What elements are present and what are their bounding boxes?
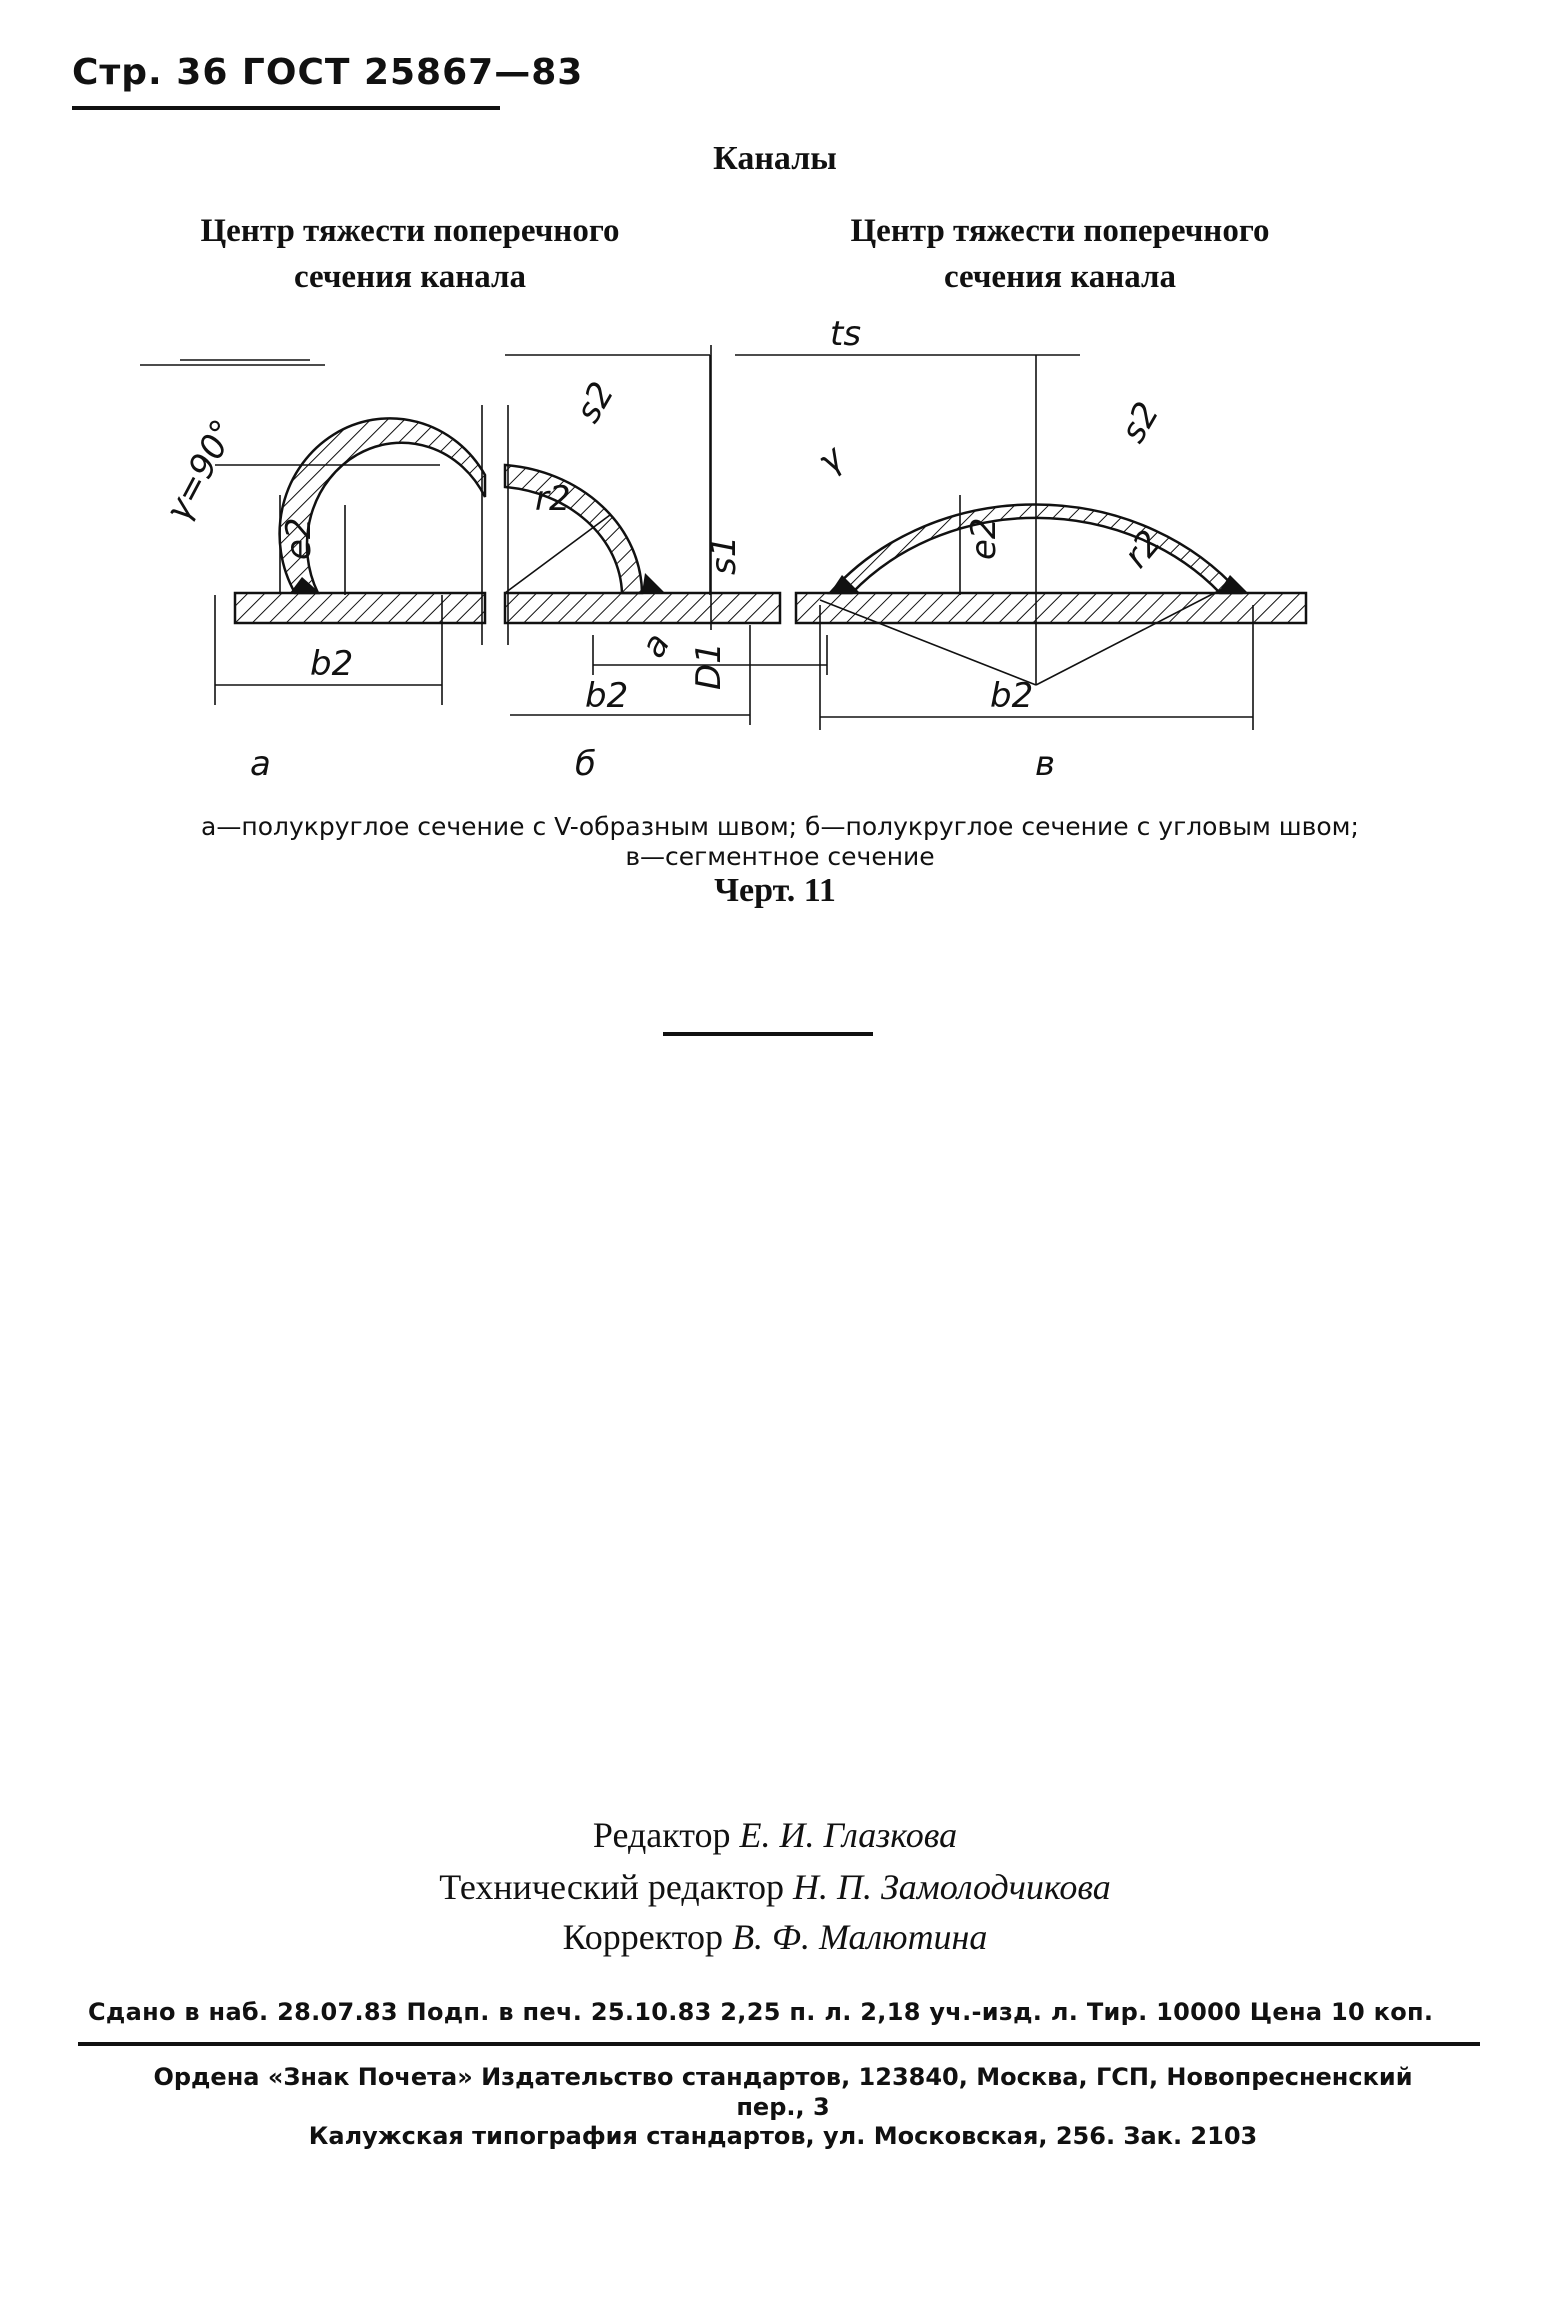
print-info-line: Сдано в наб. 28.07.83 Подп. в печ. 25.10.83 2,25 п. л. 2,18 уч.-изд. л. Тир. 10000 Цена 10 коп. bbox=[88, 1998, 1434, 2026]
label-gamma90: γ=90° bbox=[157, 413, 245, 529]
left-subtitle-line-1: Центр тяжести поперечного bbox=[200, 213, 620, 249]
editor-credit bbox=[0, 1814, 1550, 1856]
publisher-line-1: Ордена «Знак Почета» Издательство стандартов, 123840, Москва, ГСП, Новопресненский bbox=[153, 2063, 1413, 2091]
corrector-name: В. Ф. Малютина bbox=[732, 1917, 988, 1957]
left-subtitle-line-2: сечения канала bbox=[293, 259, 527, 295]
figure-caption bbox=[80, 812, 1480, 872]
label-e2-a: e2 bbox=[279, 517, 319, 560]
label-a: a bbox=[633, 626, 679, 665]
right-subtitle-line-1: Центр тяжести поперечного bbox=[850, 213, 1270, 249]
label-ts: ts bbox=[830, 314, 862, 354]
publisher-info bbox=[88, 2062, 1478, 2122]
plate-b bbox=[505, 593, 780, 623]
caption-line-1: а—полукруглое сечение с V-образным швом; б—полукруглое сечение с угловым швом; bbox=[201, 812, 1359, 841]
shell-a bbox=[280, 418, 485, 593]
corrector-credit bbox=[0, 1916, 1550, 1958]
shell-c bbox=[830, 504, 1240, 593]
page-header: Стр. 36 ГОСТ 25867—83 bbox=[72, 52, 584, 93]
r2-b bbox=[505, 515, 610, 593]
shell-b bbox=[505, 465, 642, 593]
plate-a bbox=[235, 593, 485, 623]
right-subtitle bbox=[780, 208, 1340, 300]
label-e2-c: e2 bbox=[964, 517, 1004, 560]
label-sub-b: б bbox=[575, 744, 596, 784]
header-rule bbox=[72, 106, 500, 110]
publisher-line-2: пер., 3 bbox=[736, 2093, 830, 2121]
label-s2-c: s2 bbox=[1113, 395, 1168, 450]
tech-editor-name: Н. П. Замолодчикова bbox=[792, 1867, 1111, 1907]
tech-editor-credit bbox=[0, 1866, 1550, 1908]
section-title: Каналы bbox=[713, 140, 837, 177]
right-subtitle-line-2: сечения канала bbox=[943, 259, 1177, 295]
label-D1: D1 bbox=[689, 642, 729, 690]
tech-editor-role: Технический редактор bbox=[439, 1867, 784, 1907]
figure-label: Черт. 11 bbox=[714, 872, 836, 909]
label-s1: s1 bbox=[704, 535, 744, 575]
editor-name: Е. И. Глазкова bbox=[739, 1815, 958, 1855]
editor-role: Редактор bbox=[592, 1815, 731, 1855]
label-r2-c: r2 bbox=[1116, 522, 1170, 576]
label-s2-b: s2 bbox=[568, 375, 623, 430]
label-sub-c: в bbox=[1035, 744, 1056, 784]
weld-b bbox=[642, 573, 665, 593]
left-subtitle bbox=[130, 208, 690, 300]
imprint-rule bbox=[78, 2042, 1480, 2046]
label-b2-c: b2 bbox=[990, 676, 1034, 716]
label-sub-a: а bbox=[250, 744, 271, 784]
separator-rule bbox=[663, 1032, 873, 1036]
label-b2-b: b2 bbox=[585, 676, 629, 716]
printshop-info: Калужская типография стандартов, ул. Московская, 256. Зак. 2103 bbox=[308, 2122, 1258, 2150]
corrector-role: Корректор bbox=[562, 1917, 724, 1957]
plate-c bbox=[796, 593, 1306, 623]
label-gamma-c: γ bbox=[810, 438, 852, 482]
label-b2-a: b2 bbox=[310, 644, 354, 684]
label-r2-b: r2 bbox=[535, 479, 571, 519]
channel-cross-section-drawing bbox=[157, 314, 1340, 785]
caption-line-2: в—сегментное сечение bbox=[625, 842, 935, 871]
